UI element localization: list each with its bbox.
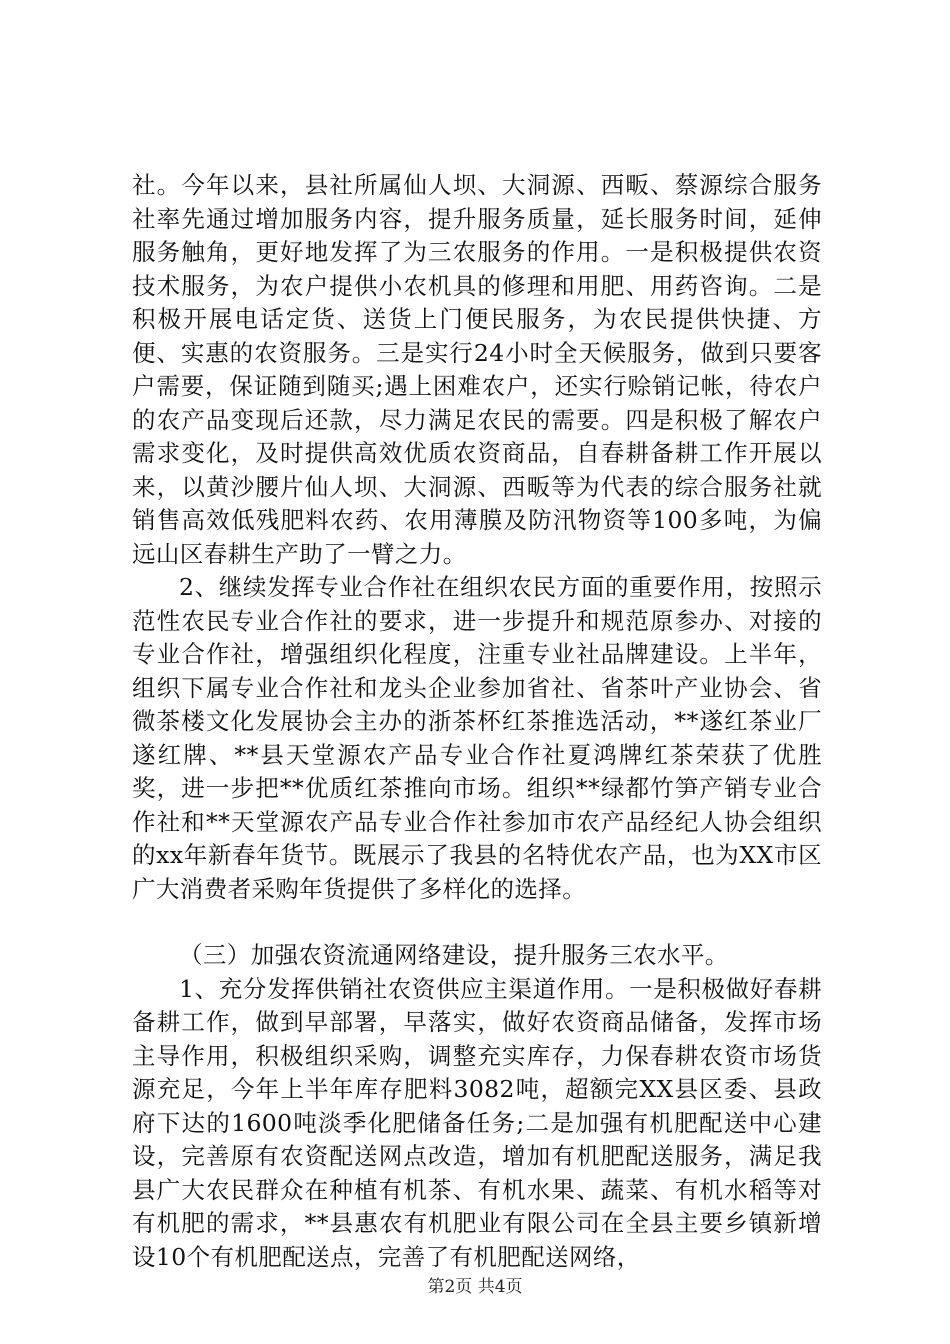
paragraph-service-cooperatives: 社。今年以来，县社所属仙人坝、大洞源、西畈、蔡源综合服务社率先通过增加服务内容，提升服务质量，延长服务时间，延伸服务触角，更好地发挥了为三农服务的作用。一是积极提供农资技术服务，为农户提供小农机具的修理和用肥、用药咨询。二是积极开展电话定货、送货上门便民服务，为农民提供快捷、方便、实惠的农资服务。三是实行24小时全天候服务，做到只要客户需要，保证随到随买;遇上困难农户，还实行赊销记帐，待农户的农产品变现后还款，尽力满足农民的需要。四是积极了解农户需求变化，及时提供高效优质农资商品，自春耕备耕工作开展以来，以黄沙腰片仙人坝、大洞源、西畈等为代表的综合服务社就销售高效低残肥料农药、农用薄膜及防汛物资等100多吨，为偏远山区春耕生产助了一臂之力。 bbox=[132, 171, 822, 568]
paragraph-agricultural-supply: 1、充分发挥供销社农资供应主渠道作用。一是积极做好春耕备耕工作，做到早部署，早落实，做好农资商品储备，发挥市场主导作用，积极组织采购，调整充实库存，力保春耕农资市场货源充足，今年上半年库存肥料3082吨，超额完XX县区委、县政府下达的1600吨淡季化肥储备任务;二是加强有机肥配送中心建设，完善原有农资配送网点改造，增加有机肥配送服务，满足我县广大农民群众在种植有机茶、有机水果、蔬菜、有机水稻等对有机肥的需求，**县惠农有机肥业有限公司在全县主要乡镇新增设10个有机肥配送点，完善了有机肥配送网络， bbox=[132, 974, 822, 1271]
page-footer: 第2页 共4页 bbox=[427, 1277, 523, 1297]
section-heading-three: （三）加强农资流通网络建设，提升服务三农水平。 bbox=[179, 941, 729, 969]
paragraph-professional-cooperatives: 2、继续发挥专业合作社在组织农民方面的重要作用，按照示范性农民专业合作社的要求，进一步提升和规范原参办、对接的专业合作社，增强组织化程度，注重专业社品牌建设。上半年，组织下属专业合作社和龙头企业参加省社、省茶叶产业协会、省微茶楼文化发展协会主办的浙茶杯红茶推选活动，**遂红茶业厂遂红牌、**县天堂源农产品专业合作社夏鸿牌红茶荣获了优胜奖，进一步把**优质红茶推向市场。组织**绿都竹笋产销专业合作社和**天堂源农产品专业合作社参加市农产品经纪人协会组织的xx年新春年货节。既展示了我县的名特优农产品，也为XX市区广大消费者采购年货提供了多样化的选择。 bbox=[132, 573, 822, 903]
document-body bbox=[132, 169, 822, 1274]
